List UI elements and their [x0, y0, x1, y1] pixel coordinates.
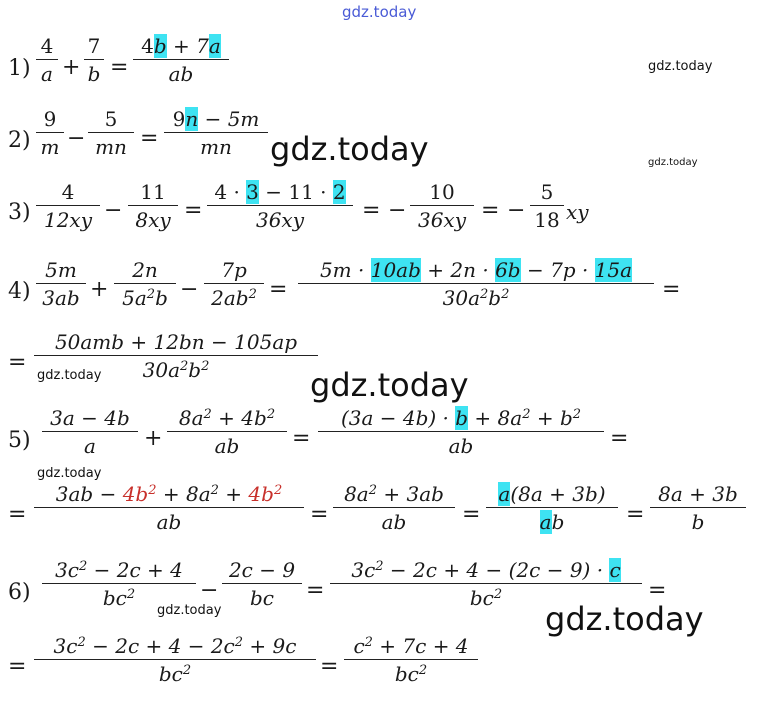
- denominator: mn: [95, 135, 127, 159]
- fraction: [34, 332, 318, 380]
- equals-sign: =: [184, 198, 203, 223]
- term: + 9c: [243, 634, 297, 658]
- equals-sign: =: [648, 578, 667, 603]
- plus-sign: +: [144, 426, 163, 451]
- fraction: [330, 560, 642, 608]
- minus-sign: −: [180, 277, 199, 302]
- fraction: [530, 182, 564, 230]
- term: (3a − 4b) ·: [340, 406, 456, 430]
- numerator: 8a + 3b: [658, 482, 738, 506]
- highlight: a: [208, 34, 221, 58]
- term: 9: [172, 107, 186, 131]
- fraction: [486, 484, 618, 532]
- numerator: 9: [43, 107, 57, 131]
- minus-sign: −: [67, 126, 86, 151]
- equals-sign: =: [320, 654, 339, 679]
- fraction: [34, 636, 316, 684]
- equals-sign: =: [292, 426, 311, 451]
- denominator: m: [40, 135, 60, 159]
- fraction: [128, 182, 178, 230]
- term: 4b: [248, 482, 274, 506]
- denominator: 18: [534, 208, 560, 232]
- term: 3c: [351, 558, 376, 582]
- term: + 4b: [211, 406, 267, 430]
- equals-sign: =: [462, 502, 481, 527]
- fraction: [333, 484, 455, 532]
- exponent: 2: [248, 287, 257, 302]
- equation-label-5: 5): [8, 428, 31, 453]
- term: bc: [394, 662, 419, 686]
- exponent: 2: [77, 635, 86, 650]
- denominator: 36xy: [255, 208, 305, 232]
- watermark-large: gdz.today: [270, 130, 429, 168]
- fraction: [167, 408, 287, 456]
- term: bc: [469, 586, 494, 610]
- exponent: 2: [266, 407, 276, 422]
- term: +: [218, 482, 249, 506]
- equation-label-1: 1): [8, 56, 31, 81]
- highlight: 10ab: [370, 258, 421, 282]
- term: b: [188, 358, 202, 382]
- denominator: b: [87, 62, 101, 86]
- fraction: [114, 260, 176, 308]
- numerator: 2n: [132, 258, 158, 282]
- fraction: [298, 260, 654, 308]
- term: + 8a: [468, 406, 523, 430]
- term: + 2n ·: [420, 258, 496, 282]
- term: bc: [102, 586, 127, 610]
- equals-sign: =: [362, 198, 381, 223]
- term: 4: [141, 34, 154, 58]
- term: 3ab −: [55, 482, 123, 506]
- exponent: 2: [210, 483, 219, 498]
- fraction: [36, 182, 100, 230]
- highlight: 3: [246, 180, 259, 204]
- term: + 3ab: [377, 482, 444, 506]
- equation-label-2: 2): [8, 128, 31, 153]
- numerator: 4: [61, 180, 75, 204]
- equation-label-3: 3): [8, 200, 31, 225]
- exponent: 2: [522, 407, 531, 422]
- denominator: bc: [249, 586, 274, 610]
- fraction: [204, 260, 264, 308]
- exponent: 2: [79, 559, 88, 574]
- fraction: [42, 408, 138, 456]
- exponent: 2: [201, 359, 210, 374]
- term: 3c: [53, 634, 78, 658]
- term: b: [551, 510, 565, 534]
- term: c: [353, 634, 365, 658]
- highlight: n: [185, 107, 199, 131]
- exponent: 2: [501, 287, 510, 302]
- fraction: [36, 260, 86, 308]
- equation-label-4: 4): [8, 279, 31, 304]
- numerator: 2c − 9: [228, 558, 296, 582]
- equals-sign: =: [269, 277, 288, 302]
- exponent: 2: [375, 559, 384, 574]
- numerator: 4: [40, 34, 54, 58]
- term: + 7c + 4: [372, 634, 469, 658]
- denominator: ab: [448, 434, 474, 458]
- numerator: 5: [104, 107, 118, 131]
- term: − 2c + 4: [87, 558, 183, 582]
- equals-sign: =: [8, 654, 27, 679]
- term: 30a: [142, 358, 180, 382]
- exponent: 2: [364, 635, 373, 650]
- exponent: 2: [273, 483, 283, 498]
- highlight: b: [153, 34, 167, 58]
- term: b: [488, 286, 502, 310]
- fraction: [42, 560, 196, 608]
- highlight: b: [455, 406, 469, 430]
- term: 8a: [344, 482, 369, 506]
- exponent: 2: [203, 407, 212, 422]
- numerator: 7: [87, 34, 101, 58]
- fraction: [88, 109, 134, 157]
- minus-sign: −: [104, 198, 123, 223]
- equals-sign: =: [306, 578, 325, 603]
- highlight: 15a: [594, 258, 633, 282]
- numerator: 10: [429, 180, 455, 204]
- highlight: a: [498, 482, 511, 506]
- equals-sign: =: [481, 198, 500, 223]
- exponent: 2: [480, 287, 489, 302]
- term: bc: [158, 662, 183, 686]
- minus-sign: −: [200, 578, 219, 603]
- numerator: 5m: [45, 258, 77, 282]
- equals-sign: =: [110, 55, 129, 80]
- variable-tail: xy: [566, 200, 589, 224]
- term: 30a: [442, 286, 480, 310]
- numerator: 50amb + 12bn − 105ap: [54, 330, 298, 354]
- exponent: 2: [234, 635, 244, 650]
- numerator: 11: [140, 180, 166, 204]
- denominator: 3ab: [42, 286, 80, 310]
- fraction: [207, 182, 353, 230]
- denominator: 8xy: [135, 208, 171, 232]
- equals-sign: =: [140, 126, 159, 151]
- denominator: a: [84, 434, 96, 458]
- term: + 7: [166, 34, 209, 58]
- fraction: [344, 636, 478, 684]
- denominator: b: [691, 510, 705, 534]
- equation-label-6: 6): [8, 580, 31, 605]
- exponent: 2: [182, 663, 192, 678]
- watermark-large: gdz.today: [310, 366, 469, 404]
- term: b: [155, 286, 168, 310]
- term: − 5m: [198, 107, 260, 131]
- exponent: 2: [493, 587, 503, 602]
- exponent: 2: [572, 407, 582, 422]
- denominator: ab: [168, 62, 194, 86]
- denominator: a: [41, 62, 53, 86]
- equals-sign: =: [626, 502, 645, 527]
- plus-sign: +: [62, 55, 81, 80]
- watermark-large: gdz.today: [545, 600, 704, 638]
- fraction: [410, 182, 474, 230]
- watermark-small: gdz.today: [37, 368, 102, 383]
- watermark-small: gdz.today: [648, 59, 713, 74]
- equals-sign: =: [8, 502, 27, 527]
- denominator: ab: [214, 434, 240, 458]
- fraction: [164, 109, 268, 157]
- fraction: [650, 484, 746, 532]
- denominator: ab: [381, 510, 407, 534]
- exponent: 2: [180, 359, 189, 374]
- term: + 8a: [156, 482, 211, 506]
- exponent: 2: [148, 483, 157, 498]
- watermark-small: gdz.today: [648, 157, 698, 168]
- term: 8a: [178, 406, 204, 430]
- numerator: 7p: [221, 258, 247, 282]
- watermark-top: gdz.today: [342, 3, 417, 21]
- denominator: 36xy: [417, 208, 467, 232]
- highlight: 6b: [495, 258, 521, 282]
- fraction: [318, 408, 604, 456]
- fraction: [84, 36, 104, 84]
- numerator: 5: [540, 180, 554, 204]
- fraction: [36, 36, 58, 84]
- term: (8a + 3b): [510, 482, 606, 506]
- plus-sign: +: [90, 277, 109, 302]
- term: − 11 ·: [258, 180, 333, 204]
- watermark-small: gdz.today: [157, 603, 222, 618]
- term: 5a: [122, 286, 147, 310]
- watermark-small: gdz.today: [37, 466, 102, 481]
- minus-sign: −: [507, 198, 526, 223]
- term: 4b: [122, 482, 149, 506]
- term: 4 ·: [214, 180, 247, 204]
- exponent: 2: [146, 287, 156, 302]
- exponent: 2: [418, 663, 428, 678]
- highlight: c: [609, 558, 621, 582]
- minus-sign: −: [388, 198, 407, 223]
- equals-sign: =: [610, 426, 629, 451]
- term: 5m ·: [319, 258, 371, 282]
- fraction: [222, 560, 302, 608]
- highlight: 2: [332, 180, 346, 204]
- numerator: 3a − 4b: [50, 406, 130, 430]
- equals-sign: =: [310, 502, 329, 527]
- denominator: ab: [156, 510, 182, 534]
- term: + b: [530, 406, 573, 430]
- exponent: 2: [368, 483, 377, 498]
- fraction: [34, 484, 304, 532]
- fraction: [133, 36, 229, 84]
- highlight: a: [539, 510, 552, 534]
- equals-sign: =: [662, 277, 681, 302]
- term: − 2c + 4 − 2c: [85, 634, 235, 658]
- denominator: mn: [200, 135, 232, 159]
- equals-sign: =: [8, 350, 27, 375]
- term: 3c: [55, 558, 80, 582]
- term: − 7p ·: [520, 258, 595, 282]
- term: − 2c + 4 − (2c − 9) ·: [383, 558, 610, 582]
- term: 2ab: [211, 286, 249, 310]
- denominator: 12xy: [43, 208, 93, 232]
- exponent: 2: [126, 587, 136, 602]
- fraction: [36, 109, 64, 157]
